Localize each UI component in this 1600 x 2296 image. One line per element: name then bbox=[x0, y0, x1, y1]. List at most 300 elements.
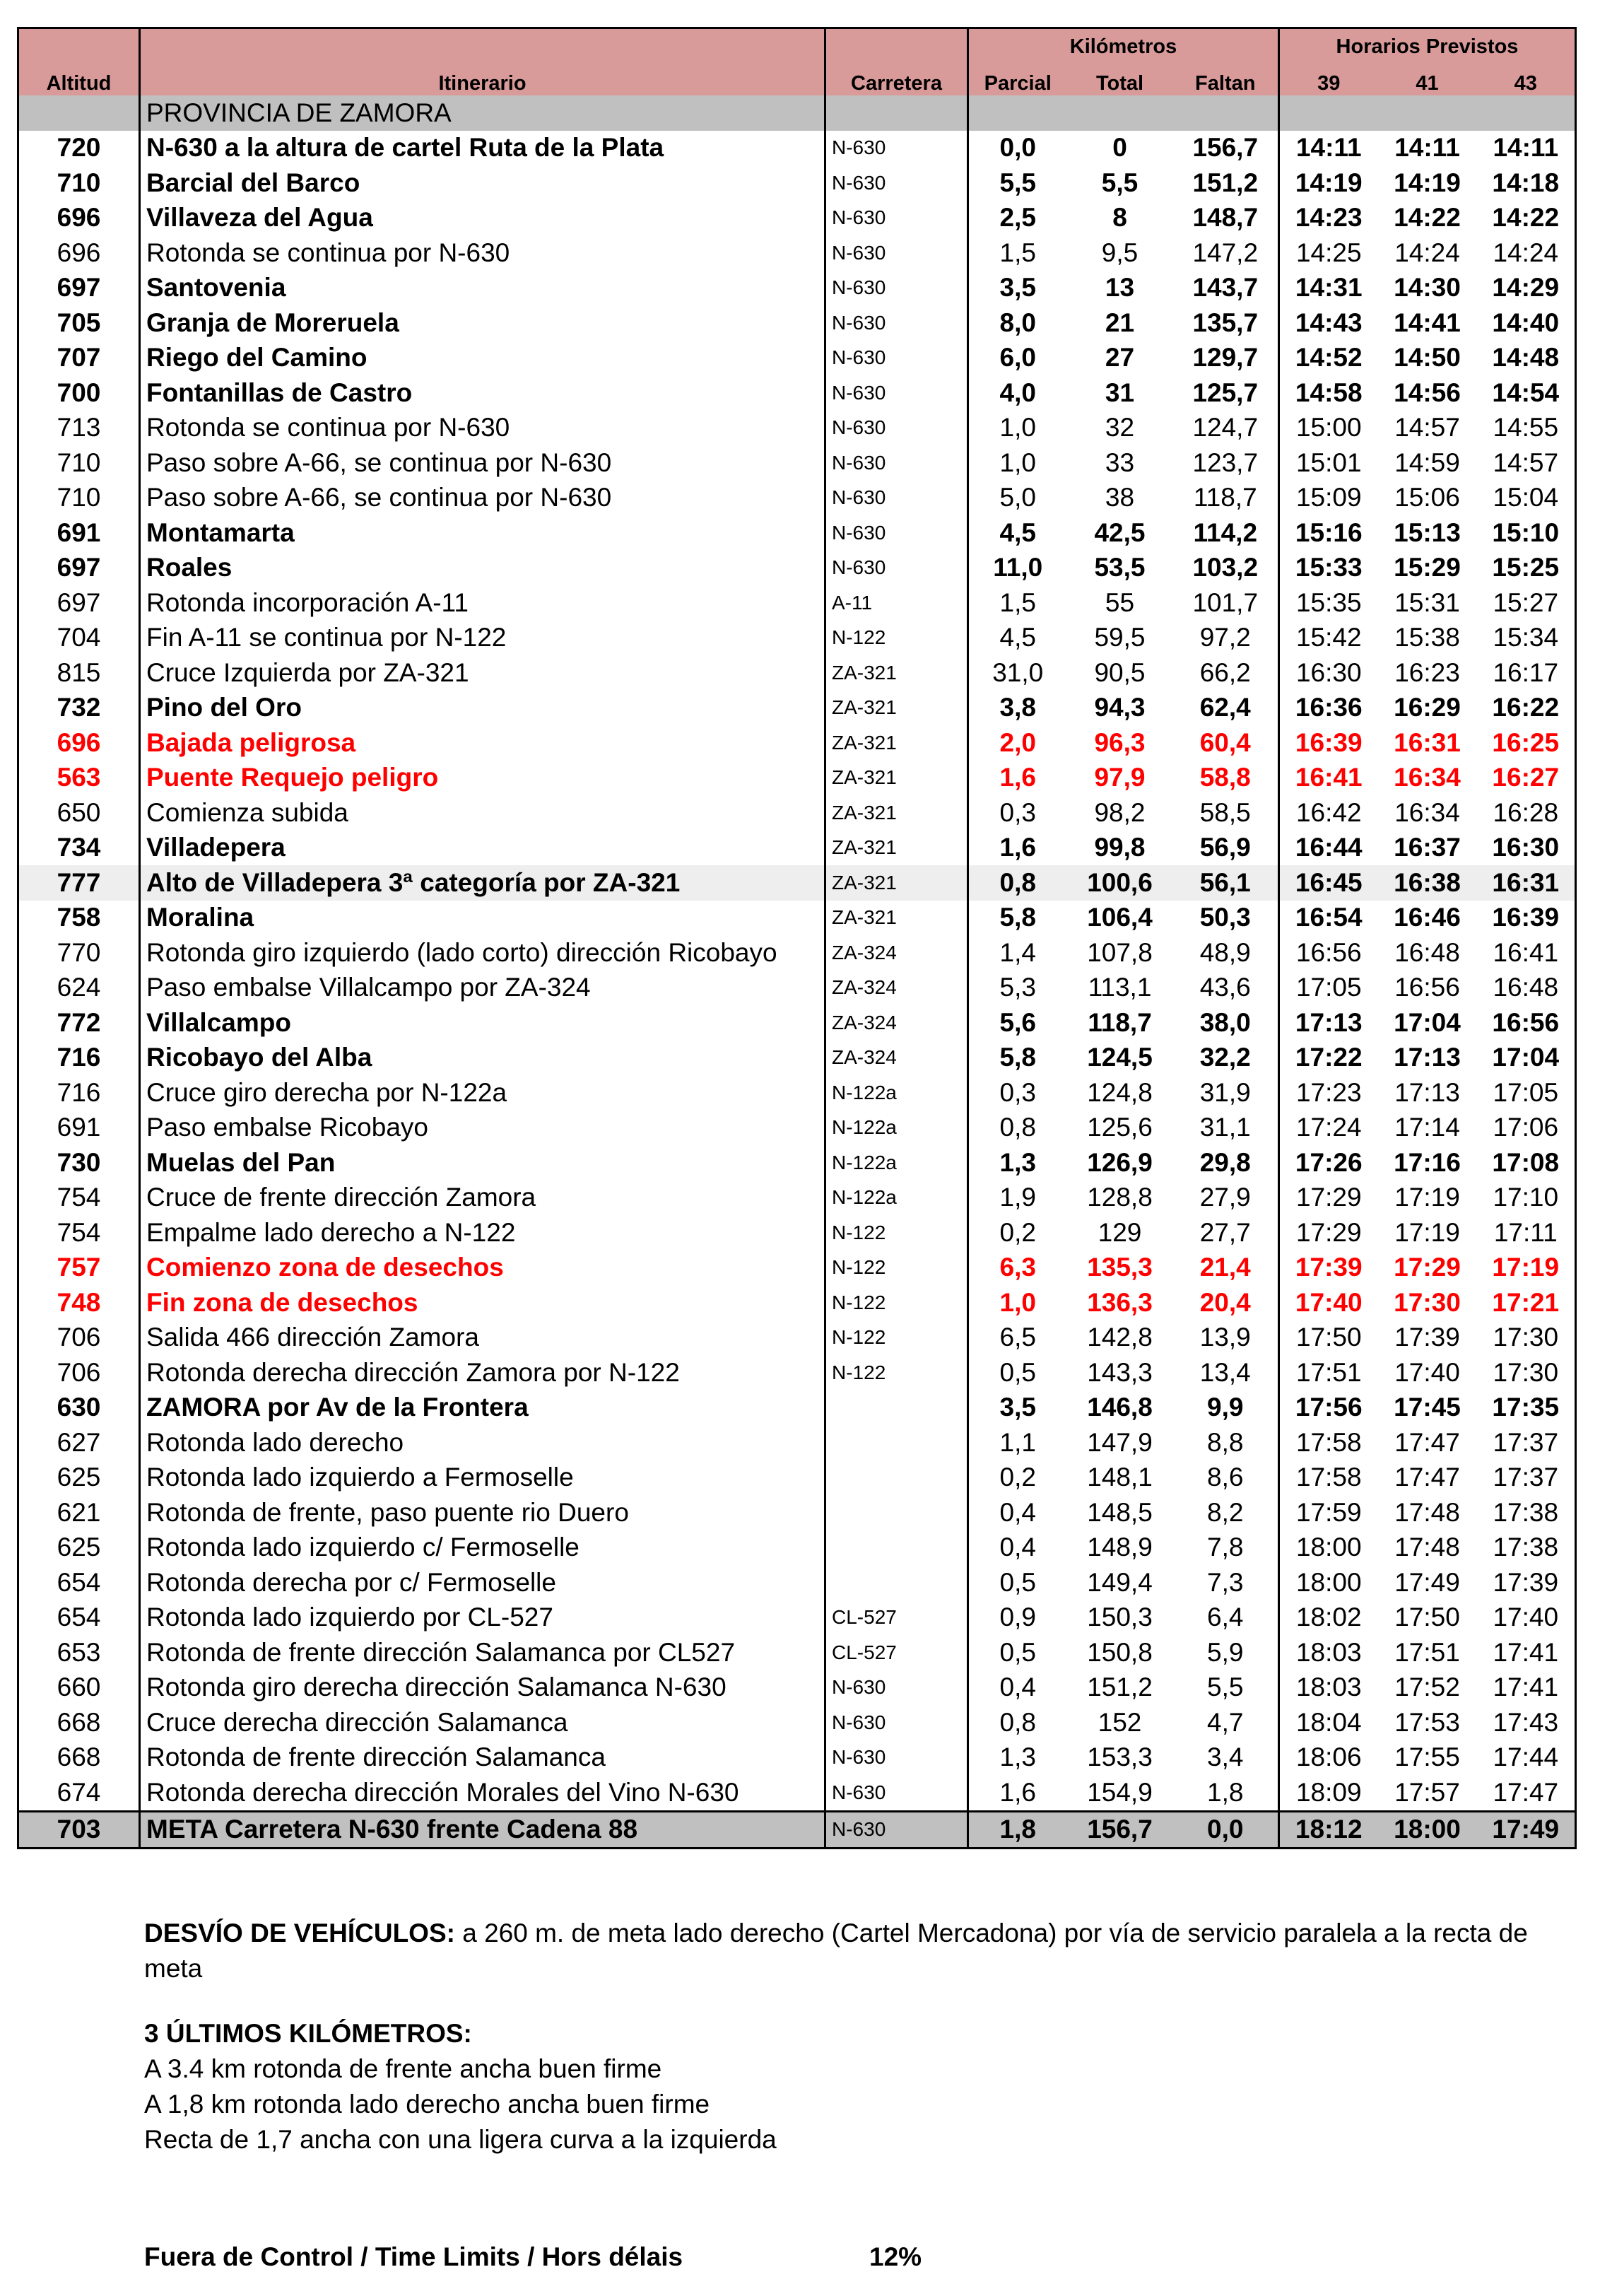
time-39-cell: 16:44 bbox=[1279, 831, 1378, 866]
col-parcial: Parcial bbox=[968, 64, 1067, 95]
itinerario-cell: Villaveza del Agua bbox=[140, 201, 825, 236]
itinerario-cell: Barcial del Barco bbox=[140, 165, 825, 201]
time-43-cell: 17:30 bbox=[1493, 1323, 1559, 1352]
faltan-km-cell: 58,5 bbox=[1199, 797, 1251, 827]
time-43-cell: 14:11 bbox=[1493, 133, 1559, 163]
faltan-km-cell: 8,8 bbox=[1207, 1427, 1244, 1457]
faltan-km-cell: 43,6 bbox=[1199, 973, 1251, 1002]
itinerario-cell: Alto de Villadepera 3ª categoría por ZA-321 bbox=[140, 865, 825, 901]
time-39-cell: 15:16 bbox=[1279, 515, 1378, 551]
altitud-cell: 668 bbox=[57, 1707, 101, 1737]
time-39-cell: 16:36 bbox=[1279, 691, 1378, 726]
faltan-km-cell: 5,9 bbox=[1207, 1637, 1244, 1667]
parcial-km-cell: 0,5 bbox=[968, 1355, 1067, 1390]
parcial-km-cell: 3,5 bbox=[968, 271, 1067, 306]
carretera-cell: N-122a bbox=[825, 1145, 968, 1181]
total-km-cell: 38 bbox=[1105, 483, 1135, 512]
carretera-cell bbox=[825, 1460, 968, 1496]
parcial-km-cell: 4,0 bbox=[968, 375, 1067, 411]
carretera-cell: N-630 bbox=[825, 235, 968, 271]
faltan-km-cell: 7,8 bbox=[1207, 1533, 1244, 1562]
altitud-cell: 713 bbox=[57, 413, 101, 443]
time-39-cell: 17:24 bbox=[1279, 1111, 1378, 1146]
carretera-cell: N-630 bbox=[825, 1705, 968, 1740]
time-41-cell: 17:55 bbox=[1394, 1742, 1460, 1772]
total-km-cell: 129 bbox=[1098, 1217, 1142, 1247]
total-km-cell: 33 bbox=[1105, 447, 1135, 477]
itinerario-cell: Riego del Camino bbox=[140, 341, 825, 376]
route-row bbox=[18, 375, 1576, 411]
altitud-cell: 757 bbox=[57, 1253, 101, 1282]
route-row bbox=[18, 1811, 1576, 1849]
time-43-cell: 15:04 bbox=[1493, 483, 1559, 512]
province-name: PROVINCIA DE ZAMORA bbox=[140, 95, 825, 131]
route-row bbox=[18, 1495, 1576, 1530]
time-41-cell: 17:51 bbox=[1394, 1637, 1460, 1667]
time-43-cell: 16:27 bbox=[1492, 763, 1560, 792]
parcial-km-cell: 4,5 bbox=[968, 515, 1067, 551]
parcial-km-cell: 1,8 bbox=[968, 1811, 1067, 1849]
time-39-cell: 16:30 bbox=[1279, 655, 1378, 691]
route-row bbox=[18, 1565, 1576, 1600]
itinerario-cell: Granja de Moreruela bbox=[140, 305, 825, 341]
route-row bbox=[18, 865, 1576, 901]
time-43-cell: 17:10 bbox=[1493, 1183, 1559, 1212]
route-row bbox=[18, 691, 1576, 726]
time-41-cell: 16:37 bbox=[1394, 833, 1461, 862]
time-39-cell: 17:13 bbox=[1279, 1005, 1378, 1041]
route-row bbox=[18, 341, 1576, 376]
time-41-cell: 17:53 bbox=[1394, 1707, 1460, 1737]
time-39-cell: 17:56 bbox=[1279, 1390, 1378, 1426]
time-39-cell: 14:31 bbox=[1279, 271, 1378, 306]
parcial-km-cell: 0,5 bbox=[968, 1565, 1067, 1600]
time-43-cell: 16:56 bbox=[1492, 1007, 1560, 1037]
altitud-cell: 621 bbox=[57, 1497, 101, 1527]
route-row bbox=[18, 1285, 1576, 1320]
faltan-km-cell: 56,9 bbox=[1199, 833, 1251, 862]
altitud-cell: 654 bbox=[57, 1603, 101, 1632]
faltan-km-cell: 13,9 bbox=[1199, 1323, 1251, 1352]
time-41-cell: 16:34 bbox=[1394, 797, 1460, 827]
carretera-cell: N-630 bbox=[825, 165, 968, 201]
carretera-cell: ZA-324 bbox=[825, 1041, 968, 1076]
time-41-cell: 14:30 bbox=[1394, 273, 1461, 303]
total-km-cell: 124,8 bbox=[1087, 1077, 1153, 1107]
faltan-km-cell: 1,8 bbox=[1207, 1777, 1244, 1807]
route-row bbox=[18, 445, 1576, 481]
itinerario-cell: N-630 a la altura de cartel Ruta de la Plata bbox=[140, 131, 825, 166]
time-39-cell: 15:42 bbox=[1279, 621, 1378, 656]
km-group-header: Kilómetros bbox=[968, 28, 1279, 65]
route-row bbox=[18, 165, 1576, 201]
time-39-cell: 17:22 bbox=[1279, 1041, 1378, 1076]
total-km-cell: 128,8 bbox=[1087, 1183, 1153, 1212]
route-row bbox=[18, 1425, 1576, 1460]
time-39-cell: 18:04 bbox=[1279, 1705, 1378, 1740]
route-row bbox=[18, 201, 1576, 236]
carretera-cell: N-630 bbox=[825, 1740, 968, 1776]
time-41-cell: 15:06 bbox=[1394, 483, 1460, 512]
time-limits-label: Fuera de Control / Time Limits / Hors délais bbox=[144, 2242, 683, 2271]
itinerario-cell: Rotonda giro izquierdo (lado corto) dirección Ricobayo bbox=[140, 935, 825, 971]
time-39-cell: 15:35 bbox=[1279, 585, 1378, 621]
parcial-km-cell: 3,8 bbox=[968, 691, 1067, 726]
route-row bbox=[18, 1320, 1576, 1356]
faltan-km-cell: 31,1 bbox=[1199, 1113, 1251, 1142]
parcial-km-cell: 0,4 bbox=[968, 1530, 1067, 1566]
faltan-km-cell: 27,7 bbox=[1199, 1217, 1251, 1247]
carretera-cell: ZA-321 bbox=[825, 691, 968, 726]
parcial-km-cell: 1,3 bbox=[968, 1145, 1067, 1181]
time-41-cell: 18:00 bbox=[1378, 1811, 1477, 1849]
time-41-cell: 16:34 bbox=[1394, 763, 1461, 792]
faltan-km-cell: 8,2 bbox=[1207, 1497, 1244, 1527]
time-41-cell: 14:11 bbox=[1394, 133, 1460, 163]
altitud-cell: 674 bbox=[57, 1777, 101, 1807]
altitud-cell: 748 bbox=[57, 1287, 101, 1317]
parcial-km-cell: 1,5 bbox=[968, 585, 1067, 621]
time-43-cell: 17:37 bbox=[1493, 1463, 1559, 1492]
time-41-cell: 16:56 bbox=[1394, 973, 1460, 1002]
carretera-cell: N-630 bbox=[825, 411, 968, 446]
total-km-cell: 8 bbox=[1112, 203, 1127, 233]
time-43-cell: 16:25 bbox=[1492, 727, 1560, 757]
route-row bbox=[18, 305, 1576, 341]
time-41-cell: 17:19 bbox=[1394, 1183, 1460, 1212]
route-row bbox=[18, 515, 1576, 551]
time-39-cell: 15:01 bbox=[1279, 445, 1378, 481]
total-km-cell: 98,2 bbox=[1094, 797, 1146, 827]
total-km-cell: 31 bbox=[1105, 377, 1135, 407]
total-km-cell: 53,5 bbox=[1094, 553, 1146, 582]
itinerario-cell: Rotonda de frente dirección Salamanca bbox=[140, 1740, 825, 1776]
parcial-km-cell: 1,5 bbox=[968, 235, 1067, 271]
carretera-cell: ZA-324 bbox=[825, 935, 968, 971]
route-row bbox=[18, 1111, 1576, 1146]
carretera-cell: N-122a bbox=[825, 1111, 968, 1146]
carretera-cell bbox=[825, 1530, 968, 1566]
time-43-cell: 17:40 bbox=[1493, 1603, 1559, 1632]
time-39-cell: 16:41 bbox=[1279, 761, 1378, 796]
total-km-cell: 148,9 bbox=[1087, 1533, 1153, 1562]
altitud-cell: 710 bbox=[57, 447, 101, 477]
carretera-cell: ZA-321 bbox=[825, 831, 968, 866]
time-41-cell: 17:50 bbox=[1394, 1603, 1460, 1632]
faltan-km-cell: 3,4 bbox=[1207, 1742, 1244, 1772]
total-km-cell: 113,1 bbox=[1088, 973, 1152, 1002]
time-41-cell: 15:13 bbox=[1394, 517, 1461, 547]
parcial-km-cell: 1,0 bbox=[968, 445, 1067, 481]
route-row bbox=[18, 621, 1576, 656]
total-km-cell: 150,8 bbox=[1087, 1637, 1153, 1667]
carretera-cell: A-11 bbox=[825, 585, 968, 621]
faltan-km-cell: 50,3 bbox=[1199, 903, 1251, 932]
time-41-cell: 17:13 bbox=[1394, 1077, 1460, 1107]
faltan-km-cell: 156,7 bbox=[1192, 133, 1259, 163]
faltan-km-cell: 125,7 bbox=[1192, 377, 1259, 407]
carretera-cell bbox=[825, 1565, 968, 1600]
itinerario-cell: Fin A-11 se continua por N-122 bbox=[140, 621, 825, 656]
carretera-cell: ZA-321 bbox=[825, 901, 968, 936]
total-km-cell: 142,8 bbox=[1087, 1323, 1153, 1352]
time-43-cell: 17:04 bbox=[1492, 1043, 1560, 1072]
total-km-cell: 136,3 bbox=[1087, 1287, 1153, 1317]
route-row bbox=[18, 1145, 1576, 1181]
parcial-km-cell: 0,9 bbox=[968, 1600, 1067, 1636]
total-km-cell: 97,9 bbox=[1094, 763, 1146, 792]
route-row bbox=[18, 655, 1576, 691]
parcial-km-cell: 6,0 bbox=[968, 341, 1067, 376]
carretera-cell: ZA-324 bbox=[825, 1005, 968, 1041]
time-39-cell: 17:29 bbox=[1279, 1181, 1378, 1216]
time-39-cell: 15:33 bbox=[1279, 551, 1378, 586]
time-43-cell: 17:49 bbox=[1477, 1811, 1576, 1849]
itinerario-cell: Bajada peligrosa bbox=[140, 725, 825, 761]
altitud-cell: 630 bbox=[57, 1393, 101, 1422]
route-row bbox=[18, 1670, 1576, 1706]
itinerario-cell: Paso embalse Villalcampo por ZA-324 bbox=[140, 971, 825, 1006]
altitud-cell: 720 bbox=[57, 133, 101, 163]
altitud-cell: 706 bbox=[57, 1323, 101, 1352]
total-km-cell: 150,3 bbox=[1087, 1603, 1153, 1632]
route-row bbox=[18, 1635, 1576, 1670]
faltan-km-cell: 31,9 bbox=[1199, 1077, 1251, 1107]
faltan-km-cell: 29,8 bbox=[1199, 1147, 1251, 1177]
time-41-cell: 14:56 bbox=[1394, 377, 1461, 407]
itinerario-cell: ZAMORA por Av de la Frontera bbox=[140, 1390, 825, 1426]
altitud-cell: 732 bbox=[57, 693, 101, 722]
parcial-km-cell: 0,3 bbox=[968, 795, 1067, 831]
time-39-cell: 17:50 bbox=[1279, 1320, 1378, 1356]
carretera-cell: N-122a bbox=[825, 1181, 968, 1216]
faltan-km-cell: 124,7 bbox=[1192, 413, 1259, 443]
route-row bbox=[18, 1250, 1576, 1286]
route-row bbox=[18, 1390, 1576, 1426]
altitud-cell: 710 bbox=[57, 168, 101, 197]
faltan-km-cell: 118,7 bbox=[1193, 483, 1257, 512]
time-41-cell: 17:13 bbox=[1394, 1043, 1461, 1072]
itinerario-cell: Villadepera bbox=[140, 831, 825, 866]
itinerario-cell: Rotonda lado izquierdo a Fermoselle bbox=[140, 1460, 825, 1496]
altitud-cell: 754 bbox=[57, 1217, 101, 1247]
col-itinerario: Itinerario bbox=[140, 64, 825, 95]
route-row bbox=[18, 1041, 1576, 1076]
altitud-cell: 706 bbox=[57, 1357, 101, 1387]
time-41-cell: 17:29 bbox=[1394, 1253, 1461, 1282]
time-39-cell: 18:03 bbox=[1279, 1635, 1378, 1670]
faltan-km-cell: 129,7 bbox=[1192, 343, 1259, 373]
altitud-cell: 697 bbox=[57, 273, 101, 303]
time-39-cell: 14:43 bbox=[1279, 305, 1378, 341]
time-39-cell: 17:51 bbox=[1279, 1355, 1378, 1390]
faltan-km-cell: 5,5 bbox=[1207, 1673, 1244, 1702]
total-km-cell: 147,9 bbox=[1087, 1427, 1153, 1457]
time-43-cell: 14:57 bbox=[1493, 447, 1559, 477]
itinerario-cell: Cruce derecha dirección Salamanca bbox=[140, 1705, 825, 1740]
carretera-cell: N-630 bbox=[825, 445, 968, 481]
parcial-km-cell: 31,0 bbox=[968, 655, 1067, 691]
total-km-cell: 143,3 bbox=[1087, 1357, 1153, 1387]
faltan-km-cell: 0,0 bbox=[1173, 1811, 1279, 1849]
altitud-cell: 730 bbox=[57, 1147, 101, 1177]
faltan-km-cell: 101,7 bbox=[1192, 587, 1259, 617]
parcial-km-cell: 1,0 bbox=[968, 1285, 1067, 1320]
time-43-cell: 14:18 bbox=[1492, 168, 1560, 197]
times-group-header: Horarios Previstos bbox=[1279, 28, 1576, 65]
parcial-km-cell: 0,8 bbox=[968, 1705, 1067, 1740]
total-km-cell: 156,7 bbox=[1067, 1811, 1173, 1849]
altitud-cell: 703 bbox=[18, 1811, 140, 1849]
altitud-cell: 716 bbox=[57, 1043, 101, 1072]
itinerario-cell: META Carretera N-630 frente Cadena 88 bbox=[140, 1811, 825, 1849]
last-3-km-title: 3 ÚLTIMOS KILÓMETROS: bbox=[144, 2019, 472, 2048]
route-row bbox=[18, 551, 1576, 586]
faltan-km-cell: 20,4 bbox=[1199, 1287, 1251, 1317]
faltan-km-cell: 103,2 bbox=[1192, 553, 1259, 582]
itinerario-cell: Rotonda lado izquierdo por CL-527 bbox=[140, 1600, 825, 1636]
carretera-cell: N-122 bbox=[825, 1215, 968, 1250]
time-43-cell: 16:17 bbox=[1493, 657, 1559, 687]
time-43-cell: 17:19 bbox=[1492, 1253, 1560, 1282]
total-km-cell: 90,5 bbox=[1094, 657, 1146, 687]
carretera-cell: CL-527 bbox=[825, 1600, 968, 1636]
last-3-km-line: A 3.4 km rotonda de frente ancha buen firme bbox=[144, 2054, 662, 2083]
carretera-cell: N-630 bbox=[825, 375, 968, 411]
time-39-cell: 16:39 bbox=[1279, 725, 1378, 761]
itinerario-cell: Rotonda incorporación A-11 bbox=[140, 585, 825, 621]
total-km-cell: 118,7 bbox=[1088, 1007, 1152, 1037]
route-row bbox=[18, 1355, 1576, 1390]
parcial-km-cell: 2,5 bbox=[968, 201, 1067, 236]
time-43-cell: 17:39 bbox=[1493, 1567, 1559, 1597]
itinerario-cell: Fin zona de desechos bbox=[140, 1285, 825, 1320]
carretera-cell bbox=[825, 1425, 968, 1460]
altitud-cell: 704 bbox=[57, 623, 101, 652]
time-41-cell: 17:45 bbox=[1394, 1393, 1461, 1422]
itinerario-cell: Paso sobre A-66, se continua por N-630 bbox=[140, 481, 825, 516]
total-km-cell: 55 bbox=[1105, 587, 1135, 617]
time-39-cell: 17:23 bbox=[1279, 1075, 1378, 1111]
time-41-cell: 14:24 bbox=[1394, 238, 1460, 267]
faltan-km-cell: 6,4 bbox=[1207, 1603, 1244, 1632]
faltan-km-cell: 97,2 bbox=[1199, 623, 1251, 652]
total-km-cell: 148,5 bbox=[1087, 1497, 1153, 1527]
carretera-cell: N-630 bbox=[825, 271, 968, 306]
parcial-km-cell: 0,8 bbox=[968, 1111, 1067, 1146]
route-row bbox=[18, 131, 1576, 166]
time-43-cell: 16:39 bbox=[1492, 903, 1560, 932]
altitud-cell: 654 bbox=[57, 1567, 101, 1597]
route-row bbox=[18, 761, 1576, 796]
time-43-cell: 16:28 bbox=[1493, 797, 1559, 827]
time-41-cell: 15:29 bbox=[1394, 553, 1461, 582]
route-row bbox=[18, 1075, 1576, 1111]
time-43-cell: 15:10 bbox=[1492, 517, 1560, 547]
last-3-km-line: A 1,8 km rotonda lado derecho ancha buen firme bbox=[144, 2090, 710, 2119]
carretera-cell: N-122a bbox=[825, 1075, 968, 1111]
itinerario-cell: Rotonda se continua por N-630 bbox=[140, 235, 825, 271]
faltan-km-cell: 123,7 bbox=[1192, 447, 1259, 477]
faltan-km-cell: 48,9 bbox=[1199, 937, 1251, 967]
carretera-cell: ZA-321 bbox=[825, 795, 968, 831]
time-41-cell: 16:31 bbox=[1394, 727, 1461, 757]
time-39-cell: 18:02 bbox=[1279, 1600, 1378, 1636]
faltan-km-cell: 147,2 bbox=[1192, 238, 1259, 267]
itinerario-cell: Rotonda de frente dirección Salamanca por CL527 bbox=[140, 1635, 825, 1670]
parcial-km-cell: 0,2 bbox=[968, 1460, 1067, 1496]
itinerario-cell: Puente Requejo peligro bbox=[140, 761, 825, 796]
route-row bbox=[18, 831, 1576, 866]
itinerario-cell: Moralina bbox=[140, 901, 825, 936]
time-43-cell: 15:34 bbox=[1493, 623, 1559, 652]
route-row bbox=[18, 971, 1576, 1006]
time-39-cell: 18:06 bbox=[1279, 1740, 1378, 1776]
detour-note bbox=[144, 1916, 1551, 1986]
carretera-cell: N-630 bbox=[825, 1670, 968, 1706]
time-43-cell: 17:44 bbox=[1493, 1742, 1559, 1772]
itinerario-cell: Comienza subida bbox=[140, 795, 825, 831]
col-t39: 39 bbox=[1279, 64, 1378, 95]
time-41-cell: 16:29 bbox=[1394, 693, 1461, 722]
altitud-cell: 627 bbox=[57, 1427, 101, 1457]
parcial-km-cell: 5,8 bbox=[968, 1041, 1067, 1076]
altitud-cell: 707 bbox=[57, 343, 101, 373]
parcial-km-cell: 5,6 bbox=[968, 1005, 1067, 1041]
time-43-cell: 14:54 bbox=[1492, 377, 1560, 407]
altitud-cell: 770 bbox=[57, 937, 101, 967]
carretera-cell: ZA-324 bbox=[825, 971, 968, 1006]
total-km-cell: 96,3 bbox=[1094, 727, 1146, 757]
route-row bbox=[18, 901, 1576, 936]
carretera-cell: N-122 bbox=[825, 621, 968, 656]
faltan-km-cell: 114,2 bbox=[1193, 517, 1258, 547]
total-km-cell: 94,3 bbox=[1094, 693, 1146, 722]
time-39-cell: 14:11 bbox=[1279, 131, 1378, 166]
time-39-cell: 14:58 bbox=[1279, 375, 1378, 411]
itinerario-cell: Empalme lado derecho a N-122 bbox=[140, 1215, 825, 1250]
itinerario-cell: Rotonda lado derecho bbox=[140, 1425, 825, 1460]
time-39-cell: 14:52 bbox=[1279, 341, 1378, 376]
faltan-km-cell: 135,7 bbox=[1192, 308, 1259, 337]
route-row bbox=[18, 1181, 1576, 1216]
time-41-cell: 17:57 bbox=[1394, 1777, 1460, 1807]
total-km-cell: 126,9 bbox=[1087, 1147, 1153, 1177]
carretera-cell: ZA-321 bbox=[825, 725, 968, 761]
time-41-cell: 14:57 bbox=[1394, 413, 1460, 443]
carretera-cell: N-630 bbox=[825, 481, 968, 516]
altitud-cell: 691 bbox=[57, 1113, 101, 1142]
total-km-cell: 99,8 bbox=[1094, 833, 1146, 862]
faltan-km-cell: 143,7 bbox=[1192, 273, 1259, 303]
time-43-cell: 14:22 bbox=[1492, 203, 1560, 233]
altitud-cell: 758 bbox=[57, 903, 101, 932]
route-row bbox=[18, 585, 1576, 621]
carretera-cell: N-630 bbox=[825, 1775, 968, 1811]
time-43-cell: 15:25 bbox=[1492, 553, 1560, 582]
total-km-cell: 42,5 bbox=[1094, 517, 1146, 547]
total-km-cell: 149,4 bbox=[1087, 1567, 1153, 1597]
itinerario-cell: Rotonda se continua por N-630 bbox=[140, 411, 825, 446]
time-39-cell: 17:59 bbox=[1279, 1495, 1378, 1530]
faltan-km-cell: 7,3 bbox=[1207, 1567, 1244, 1597]
altitud-cell: 696 bbox=[57, 203, 101, 233]
route-row bbox=[18, 235, 1576, 271]
col-total: Total bbox=[1067, 64, 1173, 95]
itinerario-cell: Villalcampo bbox=[140, 1005, 825, 1041]
total-km-cell: 21 bbox=[1105, 308, 1135, 337]
altitud-cell: 660 bbox=[57, 1673, 101, 1702]
